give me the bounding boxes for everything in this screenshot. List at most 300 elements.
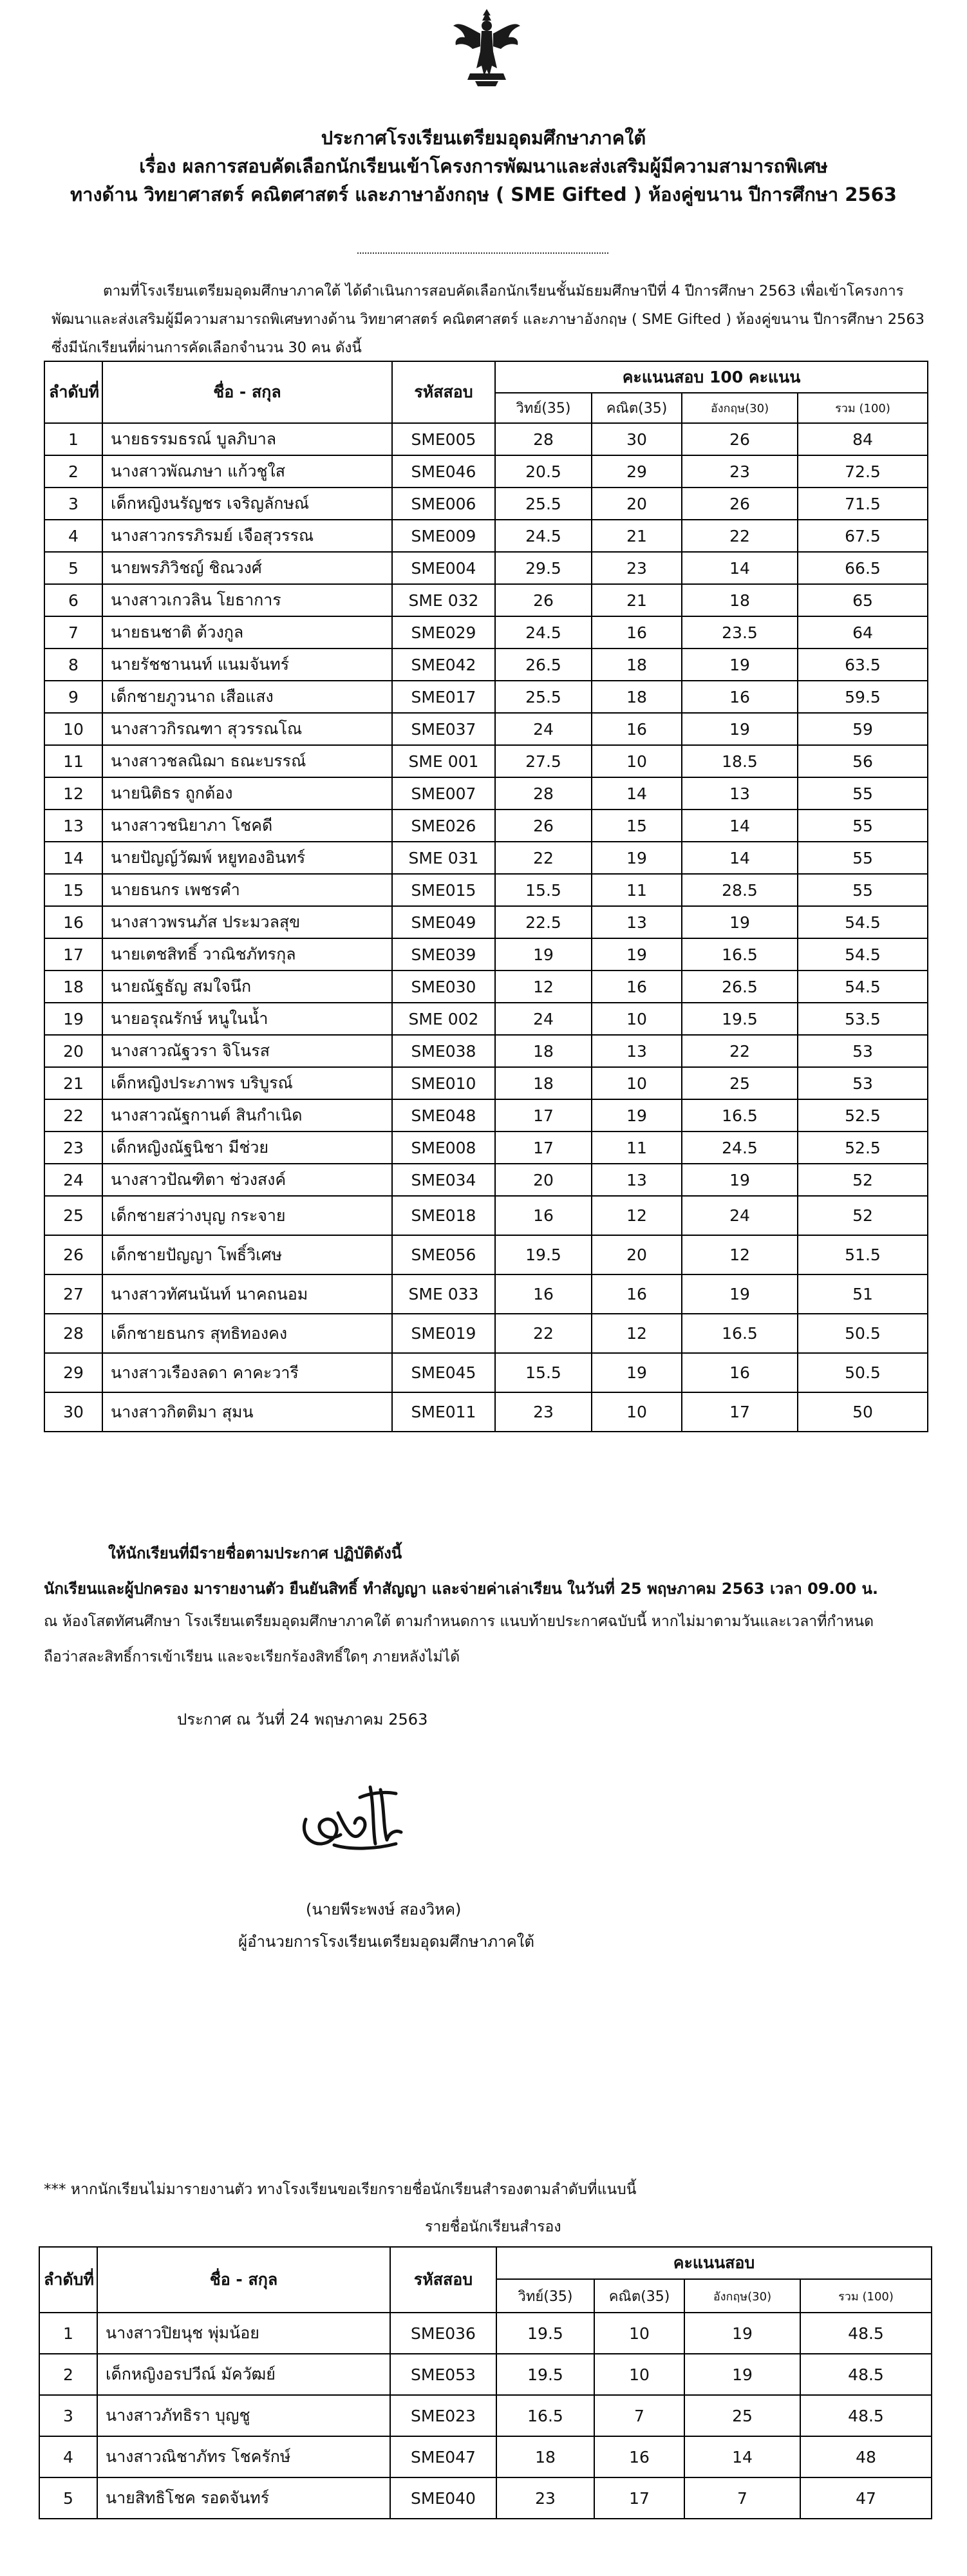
results-cell-science: 24.5 [495,616,592,649]
results-cell-code: SME030 [392,971,495,1003]
announcement-date: ประกาศ ณ วันที่ 24 พฤษภาคม 2563 [177,1710,428,1728]
results-cell-total: 52 [798,1164,928,1196]
results-cell-math: 21 [592,520,682,552]
results-cell-name: นางสาวชลณิฌา ธณะบรรณ์ [102,745,392,777]
results-row [44,1274,928,1314]
results-cell-name: นางสาวเกวลิน โยธาการ [102,584,392,616]
results-cell-math: 29 [592,455,682,488]
results-cell-total: 55 [798,777,928,810]
results-cell-rank: 4 [44,520,102,552]
results-cell-english: 24.5 [682,1132,798,1164]
results-cell-name: นางสาวณัฐวรา จิโนรส [102,1035,392,1067]
results-cell-total: 52.5 [798,1132,928,1164]
reserve-cell-math: 16 [594,2436,684,2477]
results-cell-code: SME007 [392,777,495,810]
reserve-cell-code: SME047 [390,2436,496,2477]
results-cell-total: 55 [798,810,928,842]
results-cell-name: นางสาวณัฐกานต์ สินกำเนิด [102,1099,392,1132]
results-cell-english: 19 [682,649,798,681]
results-cell-science: 23 [495,1392,592,1432]
results-row [44,971,928,1003]
results-cell-math: 19 [592,938,682,971]
results-cell-total: 56 [798,745,928,777]
results-row [44,552,928,584]
results-cell-code: SME 033 [392,1274,495,1314]
header-total: รวม (100) [798,393,928,423]
results-cell-english: 25 [682,1067,798,1099]
results-cell-math: 10 [592,1003,682,1035]
results-cell-name: เด็กชายธนกร สุทธิทองคง [102,1314,392,1353]
results-cell-science: 17 [495,1132,592,1164]
results-table [44,361,928,1432]
reserve-cell-total: 48.5 [800,2395,932,2436]
results-cell-code: SME039 [392,938,495,971]
reserve-title: รายชื่อนักเรียนสำรอง [425,2219,561,2235]
results-cell-code: SME018 [392,1196,495,1235]
results-cell-rank: 10 [44,713,102,745]
results-cell-rank: 5 [44,552,102,584]
reserve-cell-math: 10 [594,2354,684,2395]
results-row [44,1235,928,1274]
reserve-row [39,2354,932,2395]
reserve-header-english: อังกฤษ(30) [684,2279,800,2313]
results-cell-english: 18.5 [682,745,798,777]
results-cell-code: SME 002 [392,1003,495,1035]
results-cell-english: 26.5 [682,971,798,1003]
results-row [44,649,928,681]
results-cell-name: นายธนกร เพชรคำ [102,874,392,906]
reserve-cell-name: นางสาวภัทธิรา บุญชู [97,2395,390,2436]
results-cell-code: SME049 [392,906,495,938]
results-cell-rank: 19 [44,1003,102,1035]
results-cell-rank: 20 [44,1035,102,1067]
results-cell-math: 20 [592,1235,682,1274]
results-cell-code: SME037 [392,713,495,745]
results-cell-math: 12 [592,1314,682,1353]
results-cell-english: 24 [682,1196,798,1235]
results-cell-english: 12 [682,1235,798,1274]
results-cell-code: SME034 [392,1164,495,1196]
results-cell-total: 65 [798,584,928,616]
reserve-cell-math: 10 [594,2313,684,2354]
results-cell-english: 16 [682,1353,798,1392]
results-cell-science: 25.5 [495,488,592,520]
instruction-line-4: ถือว่าสละสิทธิ์การเข้าเรียน และจะเรียกร้องสิทธิ์ใดๆ ภายหลังไม่ได้ [44,1649,460,1665]
intro-line-1: ตามที่โรงเรียนเตรียมอุดมศึกษาภาคใต้ ได้ดำเนินการสอบคัดเลือกนักเรียนชั้นมัธยมศึกษาปีที่ 4 ปีการศึกษา 2563 เพื่อเข้าโครงการ [103,283,904,299]
results-cell-code: SME017 [392,681,495,713]
results-cell-code: SME 031 [392,842,495,874]
results-cell-english: 19 [682,1164,798,1196]
results-row [44,1067,928,1099]
results-cell-math: 11 [592,874,682,906]
results-cell-rank: 26 [44,1235,102,1274]
results-row [44,810,928,842]
results-cell-english: 19 [682,713,798,745]
results-cell-total: 53.5 [798,1003,928,1035]
results-cell-total: 71.5 [798,488,928,520]
results-cell-name: เด็กชายภูวนาถ เสือแสง [102,681,392,713]
results-cell-math: 18 [592,649,682,681]
results-cell-name: นายณัฐธัญ สมใจนึก [102,971,392,1003]
instruction-line-2: นักเรียนและผู้ปกครอง มารายงานตัว ยืนยันสิทธิ์ ทำสัญญา และจ่ายค่าเล่าเรียน ในวันที่ 25 พฤษภาคม 2563 เวลา 09.00 น. [44,1580,878,1598]
results-cell-english: 19 [682,906,798,938]
results-cell-total: 50.5 [798,1353,928,1392]
signature-image [293,1768,415,1864]
results-cell-science: 26.5 [495,649,592,681]
results-cell-rank: 22 [44,1099,102,1132]
results-row [44,520,928,552]
results-cell-rank: 21 [44,1067,102,1099]
results-cell-rank: 29 [44,1353,102,1392]
results-cell-science: 27.5 [495,745,592,777]
results-row [44,1035,928,1067]
results-row [44,423,928,455]
reserve-header-math: คณิต(35) [594,2279,684,2313]
results-row [44,713,928,745]
results-cell-science: 15.5 [495,1353,592,1392]
results-row [44,1314,928,1353]
results-cell-name: นายธรรมธรณ์ บูลภิบาล [102,423,392,455]
results-cell-english: 19.5 [682,1003,798,1035]
results-cell-rank: 15 [44,874,102,906]
reserve-cell-rank: 4 [39,2436,97,2477]
results-cell-math: 19 [592,842,682,874]
reserve-row [39,2436,932,2477]
results-cell-math: 23 [592,552,682,584]
announcement-title: ประกาศโรงเรียนเตรียมอุดมศึกษาภาคใต้ [321,127,646,149]
results-cell-math: 13 [592,1035,682,1067]
results-cell-code: SME045 [392,1353,495,1392]
header-science: วิทย์(35) [495,393,592,423]
reserve-cell-total: 48 [800,2436,932,2477]
results-cell-name: นางสาวกิตติมา สุมน [102,1392,392,1432]
results-row [44,906,928,938]
results-cell-code: SME005 [392,423,495,455]
header-math: คณิต(35) [592,393,682,423]
reserve-cell-english: 14 [684,2436,800,2477]
results-cell-science: 26 [495,584,592,616]
results-cell-english: 16.5 [682,938,798,971]
results-cell-rank: 3 [44,488,102,520]
results-cell-english: 22 [682,1035,798,1067]
results-cell-science: 18 [495,1067,592,1099]
results-cell-english: 26 [682,488,798,520]
reserve-cell-code: SME036 [390,2313,496,2354]
heading-divider [357,252,608,254]
results-cell-total: 66.5 [798,552,928,584]
results-cell-rank: 18 [44,971,102,1003]
results-cell-math: 20 [592,488,682,520]
results-cell-total: 63.5 [798,649,928,681]
results-cell-total: 72.5 [798,455,928,488]
results-cell-code: SME008 [392,1132,495,1164]
results-cell-science: 17 [495,1099,592,1132]
results-cell-science: 12 [495,971,592,1003]
results-cell-total: 84 [798,423,928,455]
intro-line-2: พัฒนาและส่งเสริมผู้มีความสามารถพิเศษทางด้าน วิทยาศาสตร์ คณิตศาสตร์ และภาษาอังกฤษ ( SME Gifted ) ห้องคู่ขนาน ปีการศึกษา 2563 [52,311,925,328]
results-cell-name: นายธนชาติ ต้วงกูล [102,616,392,649]
results-cell-name: นางสาวทัศนนันท์ นาคถนอม [102,1274,392,1314]
results-cell-math: 16 [592,616,682,649]
results-cell-total: 51.5 [798,1235,928,1274]
reserve-cell-code: SME023 [390,2395,496,2436]
reserve-header-name: ชื่อ - สกุล [97,2247,390,2313]
results-cell-total: 59.5 [798,681,928,713]
results-cell-rank: 7 [44,616,102,649]
results-cell-code: SME056 [392,1235,495,1274]
results-cell-total: 50 [798,1392,928,1432]
reserve-cell-english: 7 [684,2477,800,2519]
results-cell-rank: 30 [44,1392,102,1432]
results-cell-science: 20.5 [495,455,592,488]
reserve-row [39,2477,932,2519]
results-cell-code: SME042 [392,649,495,681]
results-cell-code: SME046 [392,455,495,488]
reserve-cell-name: นางสาวปิยนุช พุ่มน้อย [97,2313,390,2354]
header-name: ชื่อ - สกุล [102,361,392,423]
results-cell-english: 17 [682,1392,798,1432]
results-cell-total: 53 [798,1067,928,1099]
results-cell-rank: 12 [44,777,102,810]
reserve-cell-name: นายสิทธิโชค รอดจันทร์ [97,2477,390,2519]
reserve-cell-math: 17 [594,2477,684,2519]
results-cell-english: 28.5 [682,874,798,906]
results-cell-rank: 28 [44,1314,102,1353]
results-cell-science: 28 [495,777,592,810]
results-row [44,1003,928,1035]
reserve-cell-science: 23 [496,2477,594,2519]
intro-paragraph [52,277,953,362]
results-cell-english: 16.5 [682,1314,798,1353]
results-cell-rank: 13 [44,810,102,842]
results-cell-rank: 24 [44,1164,102,1196]
reserve-header-score-group: คะแนนสอบ [496,2247,932,2279]
reserve-cell-rank: 2 [39,2354,97,2395]
results-cell-math: 15 [592,810,682,842]
results-row [44,488,928,520]
results-cell-rank: 16 [44,906,102,938]
results-cell-total: 54.5 [798,906,928,938]
results-cell-code: SME 001 [392,745,495,777]
results-cell-code: SME011 [392,1392,495,1432]
results-row [44,938,928,971]
results-cell-rank: 11 [44,745,102,777]
results-cell-science: 22.5 [495,906,592,938]
results-cell-science: 19.5 [495,1235,592,1274]
results-cell-science: 24 [495,713,592,745]
results-cell-science: 18 [495,1035,592,1067]
reserve-cell-rank: 3 [39,2395,97,2436]
results-cell-science: 24.5 [495,520,592,552]
results-cell-math: 21 [592,584,682,616]
results-cell-science: 20 [495,1164,592,1196]
reserve-header-total: รวม (100) [800,2279,932,2313]
reserve-row [39,2395,932,2436]
results-cell-rank: 14 [44,842,102,874]
results-cell-science: 29.5 [495,552,592,584]
results-cell-name: เด็กหญิงณัฐนิชา มีช่วย [102,1132,392,1164]
results-cell-name: เด็กชายปัญญา โพธิ์วิเศษ [102,1235,392,1274]
results-row [44,681,928,713]
reserve-cell-total: 48.5 [800,2313,932,2354]
results-cell-english: 14 [682,842,798,874]
results-cell-english: 23.5 [682,616,798,649]
reserve-cell-code: SME053 [390,2354,496,2395]
results-cell-english: 16 [682,681,798,713]
results-row [44,1099,928,1132]
results-cell-math: 10 [592,1067,682,1099]
results-cell-code: SME029 [392,616,495,649]
announcement-subject: เรื่อง ผลการสอบคัดเลือกนักเรียนเข้าโครงการพัฒนาและส่งเสริมผู้มีความสามารถพิเศษ [139,155,828,177]
intro-line-3: ซึ่งมีนักเรียนที่ผ่านการคัดเลือกจำนวน 30 คน ดังนี้ [52,339,362,356]
results-cell-math: 30 [592,423,682,455]
results-cell-name: นายอรุณรักษ์ หนูในน้ำ [102,1003,392,1035]
results-cell-total: 52.5 [798,1099,928,1132]
results-row [44,874,928,906]
results-cell-math: 14 [592,777,682,810]
results-cell-code: SME026 [392,810,495,842]
results-cell-code: SME038 [392,1035,495,1067]
results-cell-math: 19 [592,1099,682,1132]
results-cell-code: SME015 [392,874,495,906]
results-cell-math: 13 [592,1164,682,1196]
header-score-group: คะแนนสอบ 100 คะแนน [495,361,928,393]
results-cell-math: 11 [592,1132,682,1164]
results-cell-science: 16 [495,1196,592,1235]
reserve-cell-english: 19 [684,2354,800,2395]
results-cell-name: นางสาวชนิยาภา โชคดี [102,810,392,842]
results-row [44,745,928,777]
results-cell-code: SME009 [392,520,495,552]
garuda-emblem-icon [451,6,523,89]
results-row [44,842,928,874]
results-row [44,1353,928,1392]
results-cell-math: 10 [592,745,682,777]
reserve-cell-english: 25 [684,2395,800,2436]
results-cell-name: นางสาวพัณภษา แก้วชูใส [102,455,392,488]
results-cell-english: 23 [682,455,798,488]
results-cell-science: 22 [495,1314,592,1353]
results-cell-english: 13 [682,777,798,810]
results-cell-code: SME006 [392,488,495,520]
instruction-line-1: ให้นักเรียนที่มีรายชื่อตามประกาศ ปฏิบัติดังนี้ [108,1544,402,1562]
results-cell-name: นายนิติธร ถูกต้อง [102,777,392,810]
results-row [44,1392,928,1432]
reserve-cell-science: 16.5 [496,2395,594,2436]
reserve-cell-total: 47 [800,2477,932,2519]
results-cell-english: 16.5 [682,1099,798,1132]
reserve-cell-science: 18 [496,2436,594,2477]
results-cell-english: 18 [682,584,798,616]
results-cell-rank: 25 [44,1196,102,1235]
results-cell-english: 19 [682,1274,798,1314]
results-cell-name: นางสาวพรนภัส ประมวลสุข [102,906,392,938]
results-cell-rank: 9 [44,681,102,713]
results-cell-name: นายรัชชานนท์ แนมจันทร์ [102,649,392,681]
results-cell-english: 22 [682,520,798,552]
reserve-note: *** หากนักเรียนไม่มารายงานตัว ทางโรงเรียนขอเรียกรายชื่อนักเรียนสำรองตามลำดับที่แนบนี้ [44,2181,637,2198]
results-cell-name: นางสาวปัณฑิตา ช่วงสงค์ [102,1164,392,1196]
reserve-cell-total: 48.5 [800,2354,932,2395]
results-cell-total: 55 [798,874,928,906]
results-cell-rank: 1 [44,423,102,455]
results-cell-science: 24 [495,1003,592,1035]
results-cell-code: SME004 [392,552,495,584]
results-cell-math: 16 [592,971,682,1003]
results-cell-total: 64 [798,616,928,649]
reserve-header-rank: ลำดับที่ [39,2247,97,2313]
results-cell-rank: 23 [44,1132,102,1164]
reserve-cell-science: 19.5 [496,2354,594,2395]
results-cell-name: นางสาวกิรณฑา สุวรรณโณ [102,713,392,745]
results-cell-name: เด็กชายสว่างบุญ กระจาย [102,1196,392,1235]
results-cell-total: 54.5 [798,971,928,1003]
results-cell-math: 12 [592,1196,682,1235]
results-cell-rank: 17 [44,938,102,971]
reserve-table [39,2246,932,2519]
results-row [44,584,928,616]
reserve-cell-science: 19.5 [496,2313,594,2354]
instruction-line-3: ณ ห้องโสตทัศนศึกษา โรงเรียนเตรียมอุดมศึกษาภาคใต้ ตามกำหนดการ แนบท้ายประกาศฉบับนี้ หากไม่มาตามวันและเวลาที่กำหนด [44,1613,874,1630]
reserve-cell-rank: 1 [39,2313,97,2354]
results-cell-name: เด็กหญิงประภาพร บริบูรณ์ [102,1067,392,1099]
reserve-cell-name: เด็กหญิงอรปวีณ์ มัควัฒย์ [97,2354,390,2395]
results-cell-total: 53 [798,1035,928,1067]
reserve-header-science: วิทย์(35) [496,2279,594,2313]
results-cell-science: 19 [495,938,592,971]
results-cell-science: 26 [495,810,592,842]
results-cell-code: SME019 [392,1314,495,1353]
reserve-cell-name: นางสาวณิชาภัทร โชครักษ์ [97,2436,390,2477]
results-cell-total: 54.5 [798,938,928,971]
results-cell-english: 26 [682,423,798,455]
results-cell-science: 25.5 [495,681,592,713]
reserve-header-row [39,2247,932,2279]
results-cell-science: 28 [495,423,592,455]
header-code: รหัสสอบ [392,361,495,423]
results-cell-math: 16 [592,1274,682,1314]
results-cell-science: 15.5 [495,874,592,906]
announcement-heading [0,124,967,209]
announcement-subtitle: ทางด้าน วิทยาศาสตร์ คณิตศาสตร์ และภาษาอังกฤษ ( SME Gifted ) ห้องคู่ขนาน ปีการศึกษา 2563 [70,184,897,205]
results-cell-code: SME010 [392,1067,495,1099]
results-cell-name: นางสาวเรืองลดา คาคะวารี [102,1353,392,1392]
results-cell-math: 10 [592,1392,682,1432]
results-cell-math: 16 [592,713,682,745]
results-cell-code: SME048 [392,1099,495,1132]
results-row [44,1132,928,1164]
results-row [44,1196,928,1235]
results-cell-total: 50.5 [798,1314,928,1353]
results-row [44,616,928,649]
results-cell-total: 52 [798,1196,928,1235]
results-cell-science: 22 [495,842,592,874]
results-cell-name: นายเตชสิทธิ์ วาณิชภัทรกุล [102,938,392,971]
results-cell-name: เด็กหญิงนรัญชร เจริญลักษณ์ [102,488,392,520]
results-cell-total: 67.5 [798,520,928,552]
reserve-cell-english: 19 [684,2313,800,2354]
results-cell-math: 18 [592,681,682,713]
results-cell-rank: 2 [44,455,102,488]
table-header-row [44,361,928,393]
reserve-cell-rank: 5 [39,2477,97,2519]
reserve-header-code: รหัสสอบ [390,2247,496,2313]
results-cell-english: 14 [682,552,798,584]
reserve-cell-code: SME040 [390,2477,496,2519]
header-english: อังกฤษ(30) [682,393,798,423]
results-cell-total: 55 [798,842,928,874]
results-cell-rank: 27 [44,1274,102,1314]
